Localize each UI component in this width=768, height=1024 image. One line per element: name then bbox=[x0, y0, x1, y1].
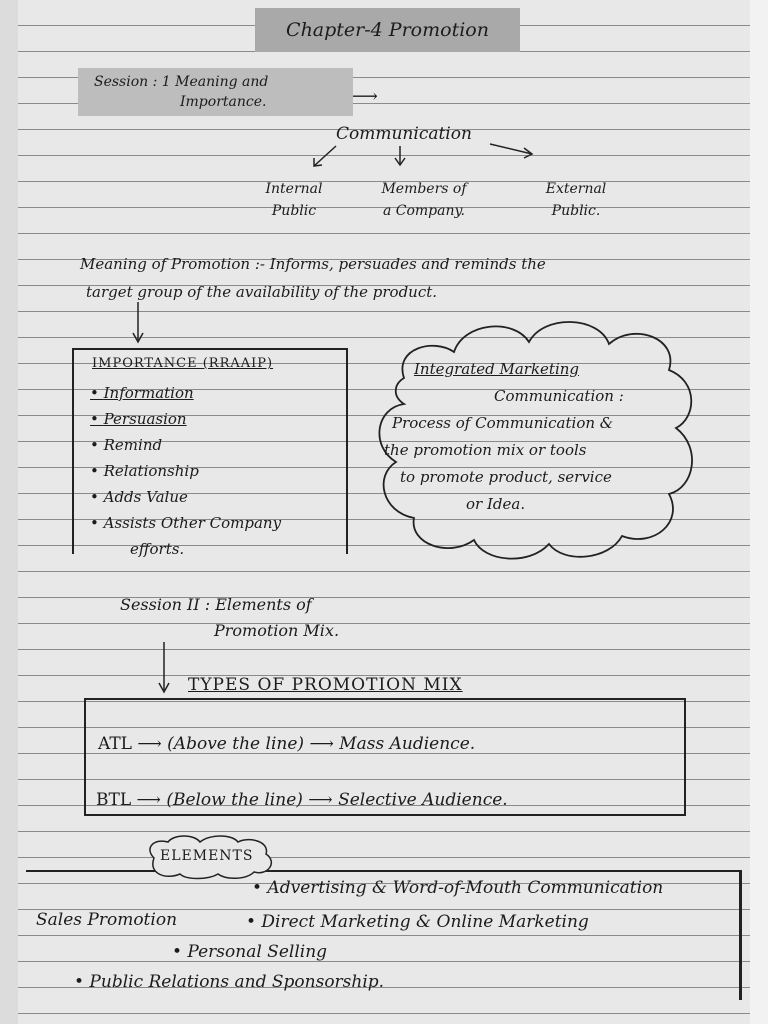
chapter-title-text: Chapter-4 Promotion bbox=[286, 19, 489, 41]
branch-internal bbox=[244, 178, 344, 222]
row-code: BTL bbox=[96, 790, 132, 810]
importance-item: • Adds Value bbox=[90, 484, 281, 510]
communication-arrows bbox=[300, 140, 540, 176]
importance-item: • Remind bbox=[90, 432, 281, 458]
types-row-atl bbox=[98, 734, 475, 754]
session1-box bbox=[78, 68, 353, 116]
row-code: ATL bbox=[98, 734, 132, 754]
imc-line1: Integrated Marketing bbox=[414, 360, 580, 378]
session2-line2: Promotion Mix. bbox=[214, 621, 340, 640]
branch-external-line2: Public. bbox=[551, 203, 601, 219]
branch-internal-line2: Public bbox=[271, 203, 317, 219]
arrow-left-branch bbox=[314, 146, 336, 166]
branch-members bbox=[364, 178, 484, 222]
importance-item: • Information bbox=[90, 380, 281, 406]
session2-line1: Session II : Elements of bbox=[120, 595, 312, 614]
meaning-line1: Meaning of Promotion :- Informs, persuades and reminds the bbox=[80, 255, 546, 273]
types-heading: TYPES OF PROMOTION MIX bbox=[188, 675, 463, 695]
meaning-of-promotion bbox=[80, 250, 700, 306]
imc-line4: the promotion mix or tools bbox=[384, 441, 587, 459]
importance-item: • Persuasion bbox=[90, 406, 281, 432]
imc-line6: or Idea. bbox=[466, 495, 526, 513]
imc-line2: Communication : bbox=[494, 387, 624, 405]
elements-line3: • Personal Selling bbox=[172, 942, 328, 962]
importance-item: • Relationship bbox=[90, 458, 281, 484]
arrow-right-icon: ⟶ bbox=[308, 790, 339, 810]
elements-line2a: Sales Promotion bbox=[36, 910, 178, 930]
imc-line5: to promote product, service bbox=[400, 468, 612, 486]
elements-line4: • Public Relations and Sponsorship. bbox=[74, 972, 385, 992]
importance-heading: IMPORTANCE (RRAAIP) bbox=[92, 356, 274, 371]
session1-line2: Importance. bbox=[180, 94, 267, 110]
elements-line1: • Advertising & Word-of-Mouth Communication bbox=[252, 878, 664, 898]
arrow-down-icon bbox=[128, 300, 148, 346]
row-audience: Mass Audience. bbox=[339, 734, 476, 754]
branch-members-line1: Members of bbox=[381, 181, 467, 197]
arrow-right-icon: ⟶ bbox=[137, 734, 168, 754]
arrow-right-icon: ⟶ bbox=[309, 734, 340, 754]
branch-members-line2: a Company. bbox=[382, 203, 466, 219]
branch-external-line1: External bbox=[545, 181, 607, 197]
branch-external bbox=[516, 178, 636, 222]
arrow-right-icon: ⟶ bbox=[136, 790, 167, 810]
importance-item: • Assists Other Company bbox=[90, 510, 281, 536]
elements-label: ELEMENTS bbox=[160, 848, 254, 864]
importance-item-continued: efforts. bbox=[130, 540, 185, 558]
session1-line1: Session : 1 Meaning and bbox=[94, 74, 269, 90]
arrow-down-icon bbox=[154, 640, 174, 696]
row-desc: (Below the line) bbox=[166, 790, 303, 810]
chapter-title bbox=[255, 8, 520, 52]
communication-label: Communication bbox=[336, 124, 472, 144]
imc-text bbox=[384, 356, 694, 518]
branch-internal-line1: Internal bbox=[265, 181, 323, 197]
page-edge bbox=[750, 0, 768, 1024]
meaning-line2: target group of the availability of the product. bbox=[86, 283, 438, 301]
imc-line3: Process of Communication & bbox=[392, 414, 614, 432]
types-row-btl bbox=[96, 790, 508, 810]
elements-line2b: • Direct Marketing & Online Marketing bbox=[246, 912, 589, 932]
row-audience: Selective Audience. bbox=[338, 790, 508, 810]
session2-heading bbox=[120, 592, 339, 644]
arrow-right-icon: ⟶ bbox=[352, 86, 378, 107]
row-desc: (Above the line) bbox=[167, 734, 305, 754]
importance-list bbox=[90, 380, 281, 562]
